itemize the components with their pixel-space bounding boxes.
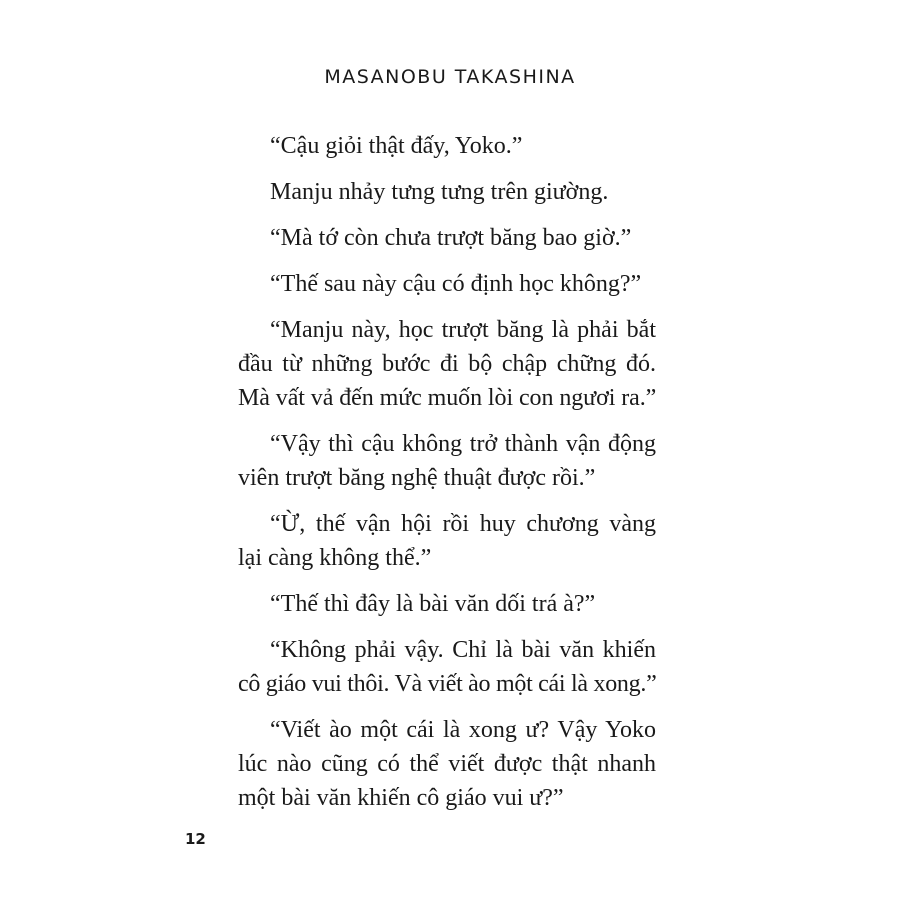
text-line: “Cậu giỏi thật đấy, Yoko.” [270, 133, 523, 159]
text-line: “Vậy thì cậu không trở thành vận động [270, 431, 656, 457]
text-line: “Ừ, thế vận hội rồi huy chương vàng [270, 511, 656, 537]
paragraph [238, 175, 656, 209]
body-text [238, 129, 656, 827]
paragraph [238, 313, 656, 415]
text-line: “Manju này, học trượt băng là phải bắt [270, 317, 656, 343]
running-header: MASANOBU TAKASHINA [324, 66, 576, 88]
text-line: Manju nhảy tưng tưng trên giường. [270, 179, 609, 205]
text-line: Mà vất vả đến mức muốn lòi con ngươi ra.” [238, 385, 657, 411]
page-number: 12 [185, 830, 206, 848]
text-line: lúc nào cũng có thể viết được thật nhanh [238, 751, 656, 777]
text-line: cô giáo vui thôi. Và viết ào một cái là xong.” [238, 671, 657, 697]
paragraph [238, 221, 656, 255]
text-line: đầu từ những bước đi bộ chập chững đó. [238, 351, 656, 377]
text-line: “Viết ào một cái là xong ư? Vậy Yoko [270, 717, 656, 743]
paragraph [238, 427, 656, 495]
text-line: “Không phải vậy. Chỉ là bài văn khiến [270, 637, 656, 663]
paragraph [238, 129, 656, 163]
paragraph [238, 633, 656, 701]
paragraph [238, 713, 656, 815]
text-line: viên trượt băng nghệ thuật được rồi.” [238, 465, 596, 491]
text-line: một bài văn khiến cô giáo vui ư?” [238, 785, 564, 811]
text-line: “Mà tớ còn chưa trượt băng bao giờ.” [270, 225, 632, 251]
paragraph [238, 267, 656, 301]
text-line: “Thế sau này cậu có định học không?” [270, 271, 642, 297]
text-line: “Thế thì đây là bài văn dối trá à?” [270, 591, 596, 617]
paragraph [238, 587, 656, 621]
paragraph [238, 507, 656, 575]
text-line: lại càng không thể.” [238, 545, 432, 571]
